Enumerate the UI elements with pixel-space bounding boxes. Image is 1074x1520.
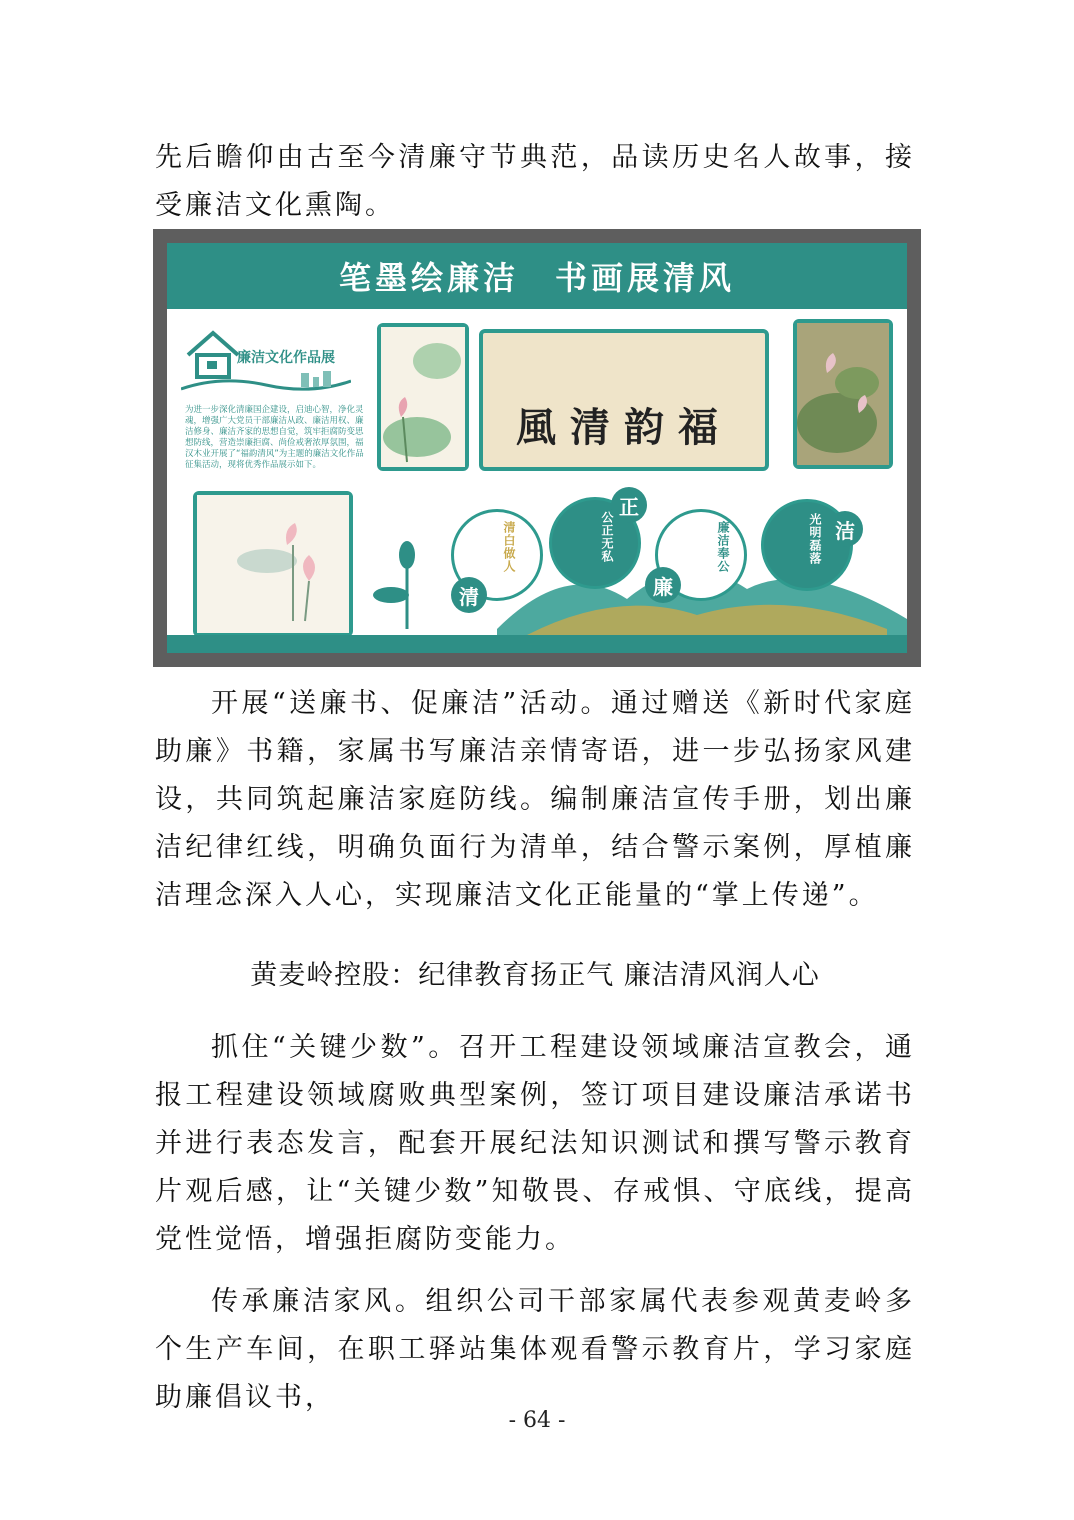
lotus-painting-image	[381, 327, 465, 467]
exhibition-board-photo	[153, 229, 921, 667]
circle-text-3: 廉洁奉公	[716, 521, 730, 573]
intro-text: 为进一步深化清廉国企建设，启迪心智，净化灵魂，增强广大党员干部廉洁从政、廉洁用权、廉洁修身、廉洁齐家的思想自觉，筑牢拒腐防变思想防线，营造崇廉拒腐、尚俭戒奢浓厚氛围，福汉木业开展了“福韵清风”为主题的廉洁文化作品征集活动，现将优秀作品展示如下。	[185, 405, 364, 470]
badge-qing: 清	[451, 577, 487, 613]
lotus-sketch-image	[197, 495, 349, 633]
section-heading: 黄麦岭控股：纪律教育扬正气 廉洁清风润人心	[250, 960, 820, 991]
lotus-oil-painting-frame	[793, 319, 893, 469]
board-title: 笔墨绘廉洁 书画展清风	[338, 259, 735, 297]
lotus-oil-painting-image	[797, 323, 889, 465]
badge-lian: 廉	[645, 567, 681, 603]
lotus-painting-frame	[377, 323, 469, 471]
page-number: - 64 -	[508, 1408, 566, 1433]
calligraphy-text: 風清韵福	[516, 403, 732, 451]
board-banner	[167, 243, 907, 309]
circle-text-2: 公正无私	[600, 511, 614, 563]
badge-jie: 洁	[827, 511, 863, 547]
circle-text-4: 光明磊落	[808, 513, 822, 565]
paragraph-1: 先后瞻仰由古至今清廉守节典范，品读历史名人故事，接受廉洁文化熏陶。	[155, 142, 915, 221]
board-panel	[167, 243, 907, 653]
badge-zheng: 正	[611, 487, 647, 523]
paragraph-3: 抓住“关键少数”。召开工程建设领域廉洁宣教会，通报工程建设领域腐败典型案例，签订项目建设廉洁承诺书并进行表态发言，配套开展纪法知识测试和撰写警示教育片观后感，让“关键少数”知敬畏、存戒惧、守底线，提高党性觉悟，增强拒腐防变能力。	[155, 1032, 915, 1255]
circle-text-1: 清白做人	[502, 521, 516, 573]
paragraph-2: 开展“送廉书、促廉洁”活动。通过赠送《新时代家庭助廉》书籍，家属书写廉洁亲情寄语，进一步弘扬家风建设，共同筑起廉洁家庭防线。编制廉洁宣传手册，划出廉洁纪律红线，明确负面行为清单，结合警示案例，厚植廉洁理念深入人心，实现廉洁文化正能量的“掌上传递”。	[155, 688, 915, 911]
paragraph-4: 传承廉洁家风。组织公司干部家属代表参观黄麦岭多个生产车间，在职工驿站集体观看警示教育片，学习家庭助廉倡议书，	[155, 1286, 915, 1413]
lotus-sketch-frame	[193, 491, 353, 637]
intro-title: 廉洁文化作品展	[237, 350, 335, 366]
board-bottom-bar	[167, 635, 907, 653]
skyline-decoration	[181, 371, 351, 393]
